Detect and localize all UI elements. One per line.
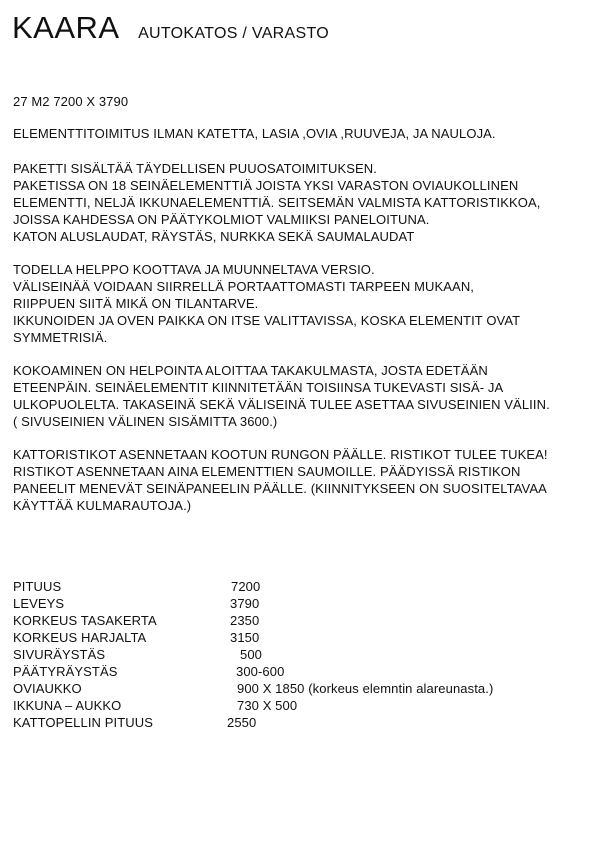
spec-row-korkeus-tasakerta	[13, 612, 573, 629]
spec-label: KORKEUS TASAKERTA	[13, 613, 157, 628]
spec-label: KORKEUS HARJALTA	[13, 630, 147, 645]
spec-label: IKKUNA – AUKKO	[13, 698, 122, 713]
spec-value: 730 X 500	[237, 698, 298, 713]
spec-label: LEVEYS	[13, 596, 65, 611]
paragraph-line: ETEENPÄIN. SEINÄELEMENTIT KIINNITETÄÄN TOISIINSA TUKEVASTI SISÄ- JA	[13, 380, 504, 395]
paragraph-package-contents	[13, 160, 541, 245]
spec-value: 900 X 1850 (korkeus elemntin alareunasta.)	[237, 681, 494, 696]
spec-row-korkeus-harjalta	[13, 629, 573, 646]
paragraph-line: KÄYTTÄÄ KULMARAUTOJA.)	[13, 498, 192, 513]
size-line: 27 M2 7200 X 3790	[13, 94, 129, 109]
spec-value: 2350	[230, 613, 260, 628]
paragraph-line: KATON ALUSLAUDAT, RÄYSTÄS, NURKKA SEKÄ SAUMALAUDAT	[13, 229, 415, 244]
paragraph-line: ELEMENTTI, NELJÄ IKKUNAELEMENTTIÄ. SEITSEMÄN VALMISTA KATTORISTIKKOA,	[13, 195, 541, 210]
spec-value: 2550	[227, 715, 257, 730]
spec-row-oviaukko	[13, 680, 573, 697]
spec-row-sivuraystas	[13, 646, 573, 663]
spec-value: 3150	[230, 630, 260, 645]
paragraph-line: JOISSA KAHDESSA ON PÄÄTYKOLMIOT VALMIIKSI PANELOITUNA.	[13, 212, 430, 227]
paragraph-line: IKKUNOIDEN JA OVEN PAIKKA ON ITSE VALITTAVISSA, KOSKA ELEMENTIT OVAT	[13, 313, 521, 328]
paragraph-line: PAKETTI SISÄLTÄÄ TÄYDELLISEN PUUOSATOIMITUKSEN.	[13, 161, 377, 176]
paragraph-line: ULKOPUOLELTA. TAKASEINÄ SEKÄ VÄLISEINÄ TULEE ASETTAA SIVUSEINIEN VÄLIIN.	[13, 397, 550, 412]
spec-label: OVIAUKKO	[13, 681, 82, 696]
spec-value: 500	[240, 647, 262, 662]
paragraph-line: SYMMETRISIÄ.	[13, 330, 108, 345]
paragraph-line: ( SIVUSEINIEN VÄLINEN SISÄMITTA 3600.)	[13, 414, 278, 429]
paragraph-assembly-order	[13, 362, 550, 430]
spec-label: PÄÄTYRÄYSTÄS	[13, 664, 118, 679]
spec-row-ikkuna-aukko	[13, 697, 573, 714]
paragraph-line: TODELLA HELPPO KOOTTAVA JA MUUNNELTAVA VERSIO.	[13, 262, 375, 277]
paragraph-line: KATTORISTIKOT ASENNETAAN KOOTUN RUNGON PÄÄLLE. RISTIKOT TULEE TUKEA!	[13, 447, 548, 462]
paragraph-roof-trusses	[13, 446, 548, 514]
paragraph-line: RIIPPUEN SIITÄ MIKÄ ON TILANTARVE.	[13, 296, 259, 311]
spec-value: 7200	[231, 579, 261, 594]
spec-row-pituus	[13, 578, 573, 595]
spec-value: 300-600	[236, 664, 285, 679]
document-header	[12, 10, 329, 46]
paragraph-line: RISTIKOT ASENNETAAN AINA ELEMENTTIEN SAUMOILLE. PÄÄDYISSÄ RISTIKON	[13, 464, 521, 479]
document-subtitle: AUTOKATOS / VARASTO	[138, 25, 329, 42]
paragraph-line: ELEMENTTITOIMITUS ILMAN KATETTA, LASIA ,OVIA ,RUUVEJA, JA NAULOJA.	[13, 126, 496, 141]
document-title: KAARA	[12, 10, 120, 45]
spec-label: KATTOPELLIN PITUUS	[13, 715, 154, 730]
paragraph-line: PANEELIT MENEVÄT SEINÄPANEELIN PÄÄLLE. (KIINNITYKSEEN ON SUOSITELTAVAA	[13, 481, 547, 496]
spec-label: PITUUS	[13, 579, 62, 594]
spec-row-paatyraystas	[13, 663, 573, 680]
spec-row-kattopellin-pituus	[13, 714, 573, 731]
paragraph-easy-assembly	[13, 261, 520, 346]
paragraph-line: KOKOAMINEN ON HELPOINTA ALOITTAA TAKAKULMASTA, JOSTA EDETÄÄN	[13, 363, 488, 378]
spec-value: 3790	[230, 596, 260, 611]
spec-row-leveys	[13, 595, 573, 612]
paragraph-delivery	[13, 125, 496, 142]
spec-list	[13, 578, 573, 731]
paragraph-line: PAKETISSA ON 18 SEINÄELEMENTTIÄ JOISTA YKSI VARASTON OVIAUKOLLINEN	[13, 178, 519, 193]
spec-label: SIVURÄYSTÄS	[13, 647, 106, 662]
paragraph-line: VÄLISEINÄÄ VOIDAAN SIIRRELLÄ PORTAATTOMASTI TARPEEN MUKAAN,	[13, 279, 475, 294]
